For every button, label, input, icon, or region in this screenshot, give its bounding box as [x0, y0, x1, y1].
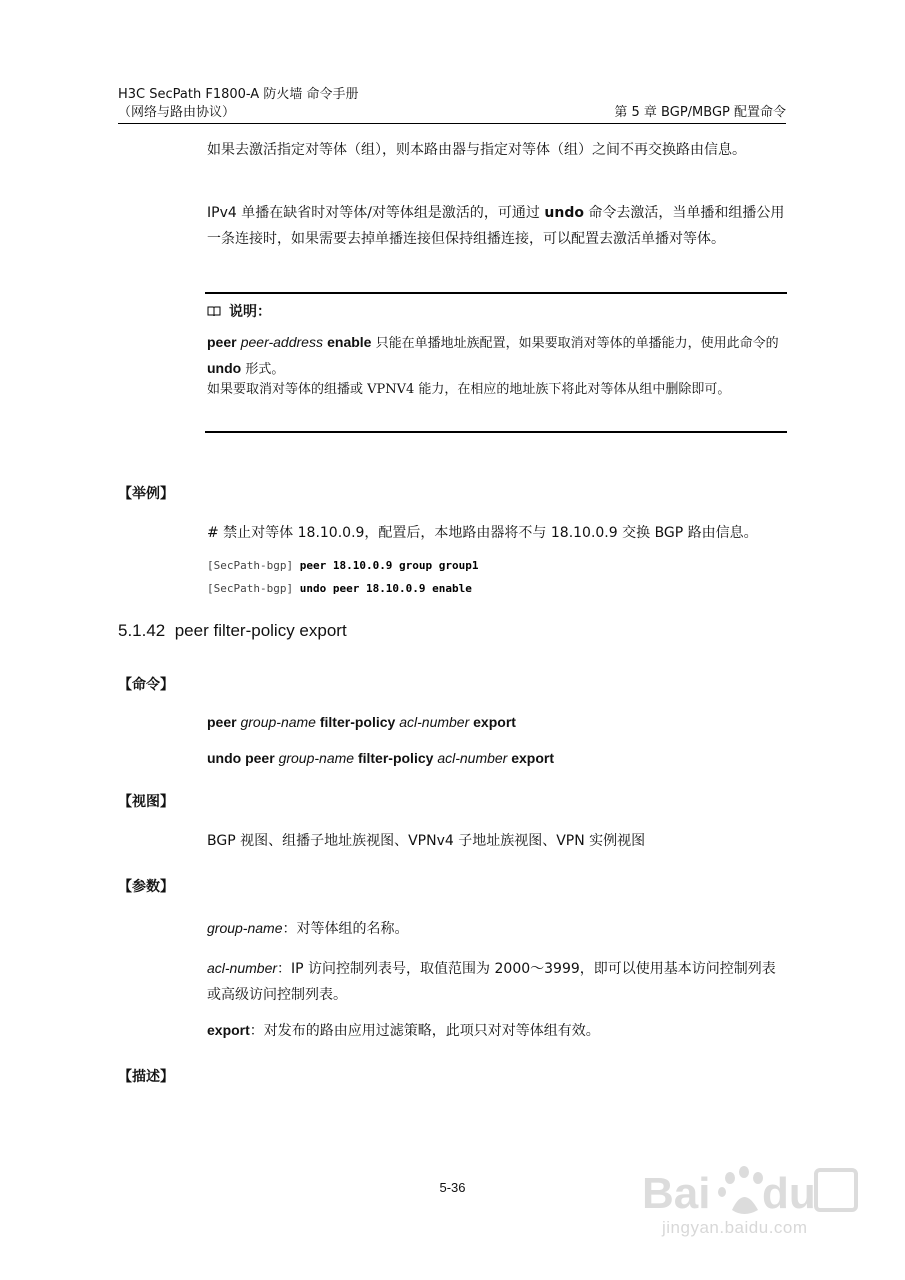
command-syntax-2: undo peer group-name filter-policy acl-number export	[207, 750, 555, 766]
section-title: 5.1.42 peer filter-policy export	[118, 621, 347, 640]
command-heading: 【命令】	[118, 677, 174, 693]
baidu-paw-logo	[630, 1150, 860, 1255]
intro-paragraph-1: 如果去激活指定对等体（组），则本路由器与指定对等体（组）之间不再交换路由信息。	[207, 142, 746, 158]
intro-paragraph-2: IPv4 单播在缺省时对等体/对等体组是激活的，可通过 undo 命令去激活，当单播和组播公用一条连接时，如果需要去掉单播连接但保持组播连接，可以配置去激活单播对等体。	[207, 205, 785, 247]
header-chapter: 第 5 章 BGP/MBGP 配置命令	[614, 105, 786, 120]
note-top-rule	[205, 292, 787, 294]
param-export: export：对发布的路由应用过滤策略，此项只对对等体组有效。	[207, 1022, 600, 1039]
describe-heading: 【描述】	[118, 1069, 174, 1085]
view-heading: 【视图】	[118, 794, 174, 810]
note-bottom-rule	[205, 431, 787, 433]
params-heading: 【参数】	[118, 879, 174, 895]
header-rule	[118, 123, 786, 124]
param-acl-number: acl-number：IP 访问控制列表号，取值范围为 2000～3999，即可以使用基本访问控制列表或高级访问控制列表。	[207, 960, 776, 1003]
page-number: 5-36	[439, 1180, 466, 1195]
example-description: # 禁止对等体 18.10.0.9，配置后，本地路由器将不与 18.10.0.9 交换 BGP 路由信息。	[207, 525, 758, 541]
book-icon	[207, 306, 221, 317]
view-text: BGP 视图、组播子地址族视图、VPNv4 子地址族视图、VPN 实例视图	[207, 833, 646, 849]
svg-text:Bai: Bai	[642, 1169, 711, 1218]
example-heading: 【举例】	[118, 486, 174, 502]
note-title: 说明：	[207, 302, 271, 322]
code-line-1: [SecPath-bgp] peer 18.10.0.9 group group1	[207, 559, 479, 572]
note-paragraph-1: peer peer-address enable 只能在单播地址族配置，如果要取消对等体的单播能力，使用此命令的 undo 形式。	[207, 334, 779, 377]
note-paragraph-2: 如果要取消对等体的组播或 VPNV4 能力，在相应的地址族下将此对等体从组中删除即可。	[207, 382, 731, 397]
param-group-name: group-name：对等体组的名称。	[207, 920, 409, 937]
command-syntax-1: peer group-name filter-policy acl-number export	[207, 714, 516, 730]
svg-text:du: du	[762, 1169, 816, 1218]
code-line-2: [SecPath-bgp] undo peer 18.10.0.9 enable	[207, 582, 472, 595]
header-title: H3C SecPath F1800-A 防火墙 命令手册	[118, 87, 359, 102]
header-subtitle: （网络与路由协议）	[118, 105, 236, 120]
watermark-url: jingyan.baidu.com	[662, 1218, 808, 1237]
